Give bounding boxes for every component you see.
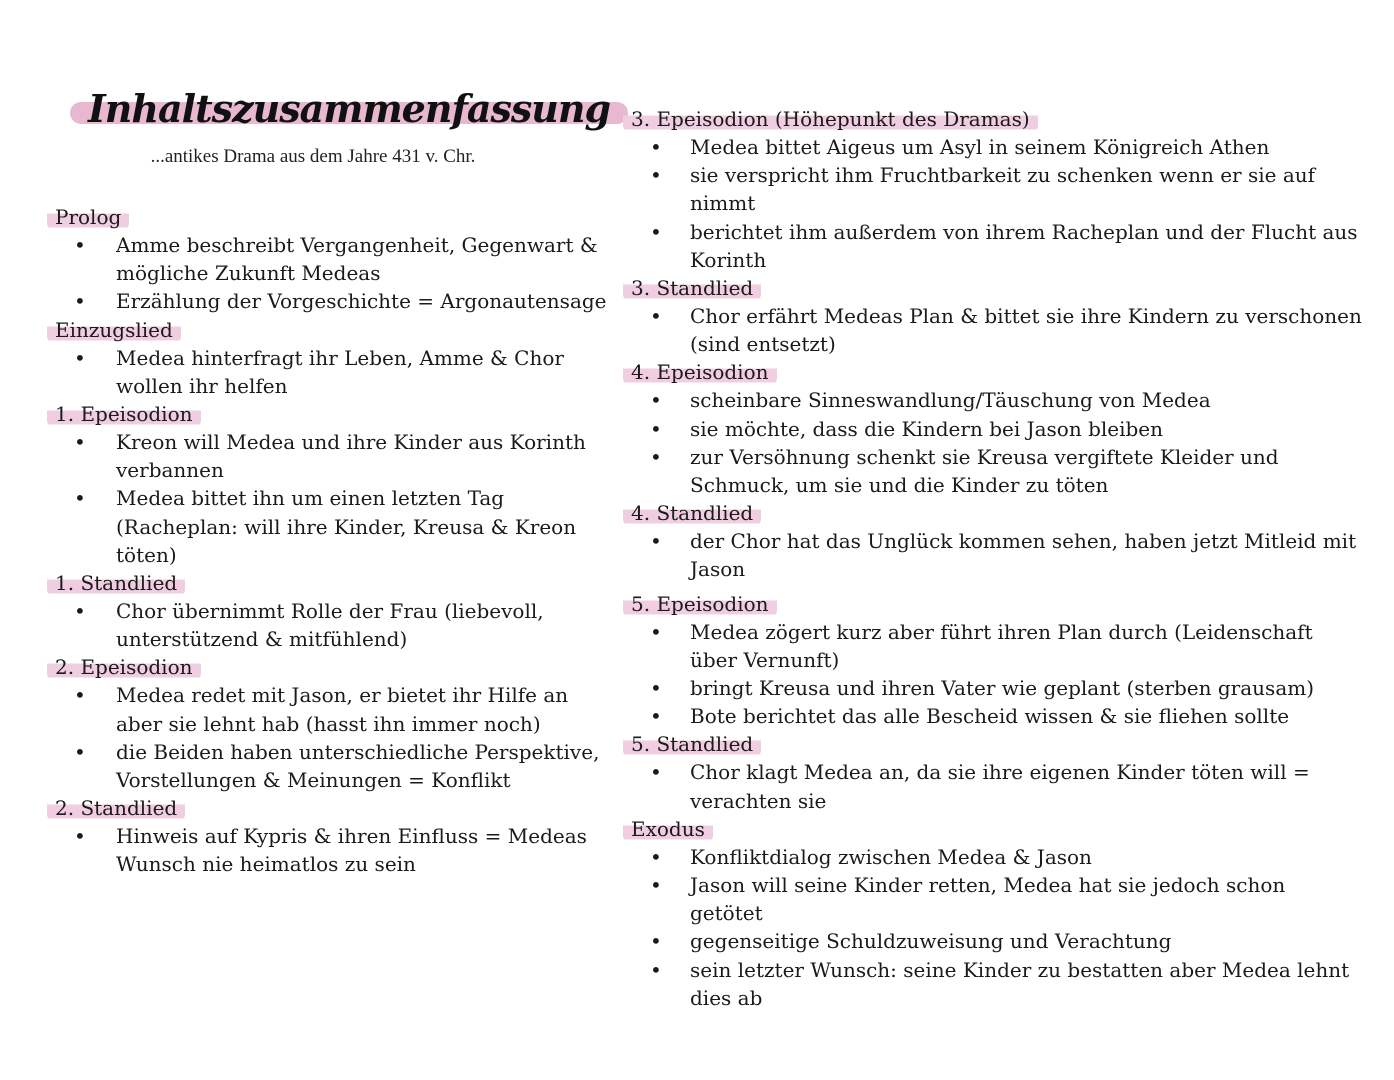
bullet-item: • zur Versöhnung schenkt sie Kreusa vergiftete Kleider und Schmuck, um sie und die Kinder zu töten [624, 443, 1364, 499]
left-sections [48, 203, 608, 879]
bullet-item: • sie verspricht ihm Fruchtbarkeit zu schenken wenn er sie auf nimmt [624, 161, 1364, 217]
bullet-item: • berichtet ihm außerdem von ihrem Racheplan und der Flucht aus Korinth [624, 218, 1364, 274]
section-3-standlied [624, 274, 1364, 358]
section-heading: 1. Standlied [47, 569, 185, 597]
section-heading: 5. Standlied [623, 730, 761, 758]
section-heading: 5. Epeisodion [623, 590, 777, 618]
section-2-standlied [48, 794, 608, 878]
bullet-item: • der Chor hat das Unglück kommen sehen, haben jetzt Mitleid mit Jason [624, 527, 1364, 583]
bullet-item: • Chor erfährt Medeas Plan & bittet sie ihre Kindern zu verschonen (sind entsetzt) [624, 302, 1364, 358]
bullet-item: • Medea redet mit Jason, er bietet ihr Hilfe an aber sie lehnt hab (hasst ihn immer noch) [48, 681, 608, 737]
section-heading: Prolog [47, 203, 129, 231]
right-sections [624, 105, 1364, 1012]
section-heading: 3. Epeisodion (Höhepunkt des Dramas) [623, 105, 1038, 133]
bullet-item: • Medea bittet Aigeus um Asyl in seinem Königreich Athen [624, 133, 1364, 161]
bullet-item: • Chor klagt Medea an, da sie ihre eigenen Kinder töten will = verachten sie [624, 758, 1364, 814]
title-wrap [78, 86, 611, 131]
section-heading: 4. Epeisodion [623, 358, 777, 386]
subtitle: ...antikes Drama aus dem Jahre 431 v. Chr. [150, 146, 476, 167]
bullet-item: • Konfliktdialog zwischen Medea & Jason [624, 843, 1364, 871]
section-heading: Exodus [623, 815, 713, 843]
bullet-item: • Amme beschreibt Vergangenheit, Gegenwart & mögliche Zukunft Medeas [48, 231, 608, 287]
bullet-item: • Bote berichtet das alle Bescheid wissen & sie fliehen sollte [624, 702, 1364, 730]
bullet-item: • gegenseitige Schuldzuweisung und Verachtung [624, 927, 1364, 955]
bullet-item: • die Beiden haben unterschiedliche Perspektive, Vorstellungen & Meinungen = Konflikt [48, 738, 608, 794]
bullet-item: • Hinweis auf Kypris & ihren Einfluss = Medeas Wunsch nie heimatlos zu sein [48, 822, 608, 878]
bullet-item: • Erzählung der Vorgeschichte = Argonautensage [48, 287, 608, 315]
section-4-epeisodion [624, 358, 1364, 499]
section-heading: 2. Epeisodion [47, 653, 201, 681]
section-heading: 1. Epeisodion [47, 400, 201, 428]
section-prolog [48, 203, 608, 316]
section-3-epeisodion [624, 105, 1364, 274]
bullet-item: • sie möchte, dass die Kindern bei Jason bleiben [624, 415, 1364, 443]
section-exodus [624, 815, 1364, 1012]
bullet-item: • Jason will seine Kinder retten, Medea hat sie jedoch schon getötet [624, 871, 1364, 927]
bullet-item: • sein letzter Wunsch: seine Kinder zu bestatten aber Medea lehnt dies ab [624, 956, 1364, 1012]
section-2-epeisodion [48, 653, 608, 794]
section-heading: 2. Standlied [47, 794, 185, 822]
section-4-standlied [624, 499, 1364, 583]
bullet-item: • Chor übernimmt Rolle der Frau (liebevoll, unterstützend & mitfühlend) [48, 597, 608, 653]
bullet-item: • Medea zögert kurz aber führt ihren Plan durch (Leidenschaft über Vernunft) [624, 618, 1364, 674]
section-5-epeisodion [624, 590, 1364, 731]
bullet-item: • Medea bittet ihn um einen letzten Tag (Racheplan: will ihre Kinder, Kreusa & Kreon töten) [48, 484, 608, 569]
section-heading: Einzugslied [47, 316, 181, 344]
section-1-standlied [48, 569, 608, 653]
bullet-item: • Medea hinterfragt ihr Leben, Amme & Chor wollen ihr helfen [48, 344, 608, 400]
section-5-standlied [624, 730, 1364, 814]
page-title: Inhaltszusammenfassung [78, 86, 620, 131]
section-heading: 4. Standlied [623, 499, 761, 527]
section-heading: 3. Standlied [623, 274, 761, 302]
bullet-item: • Kreon will Medea und ihre Kinder aus Korinth verbannen [48, 428, 608, 484]
bullet-item: • bringt Kreusa und ihren Vater wie geplant (sterben grausam) [624, 674, 1364, 702]
section-einzugslied [48, 316, 608, 400]
bullet-item: • scheinbare Sinneswandlung/Täuschung von Medea [624, 386, 1364, 414]
section-1-epeisodion [48, 400, 608, 569]
